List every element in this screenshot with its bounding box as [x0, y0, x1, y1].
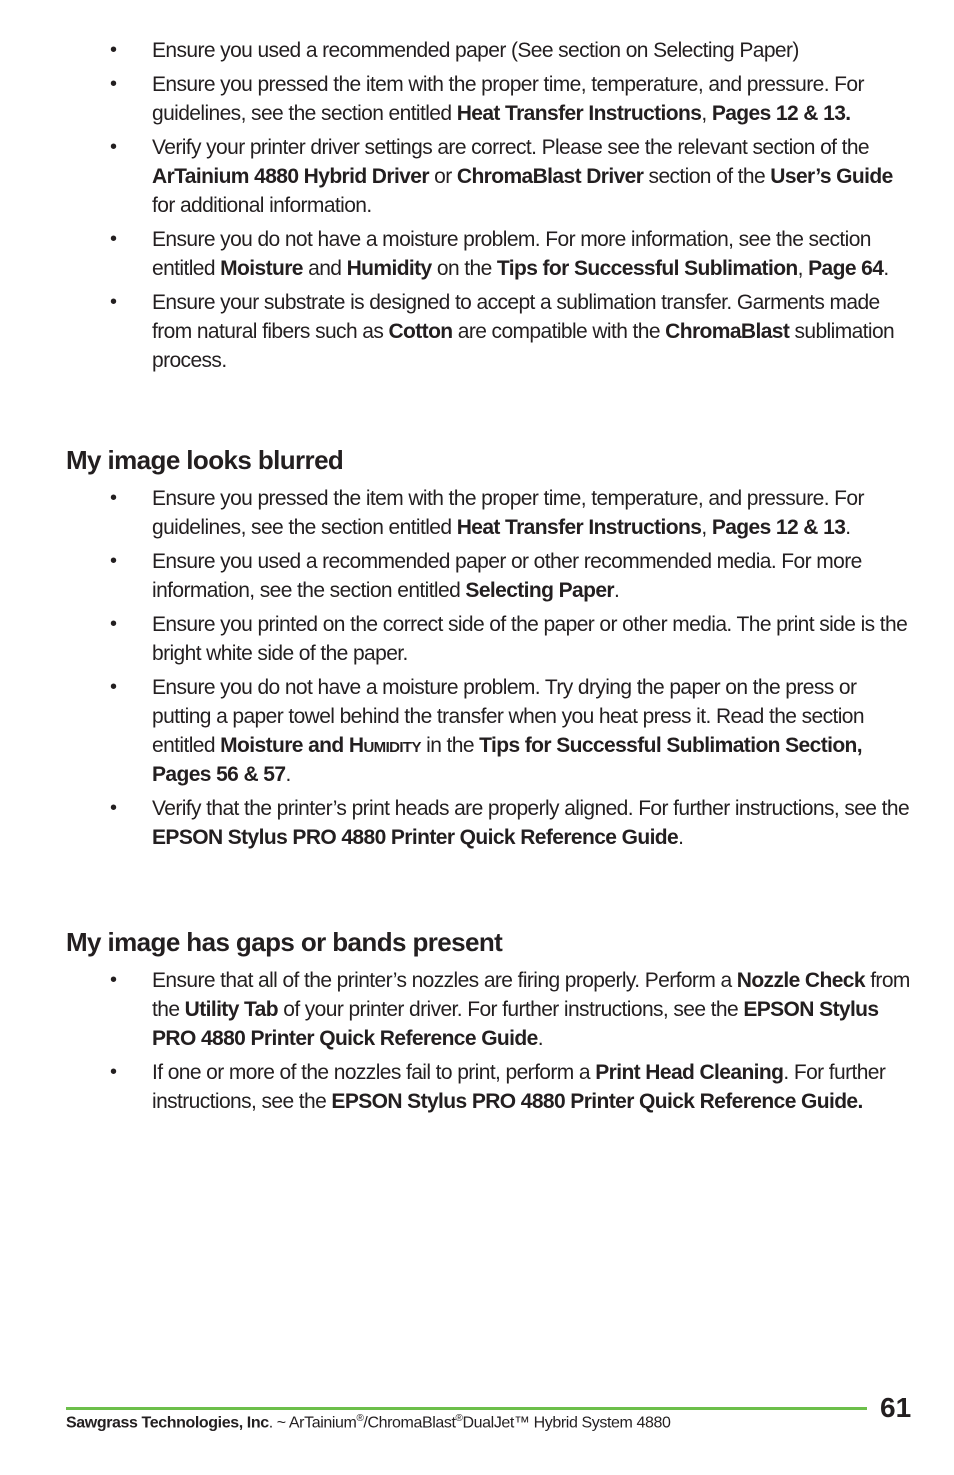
bullet-icon: •	[110, 39, 117, 61]
bullet-icon: •	[110, 613, 117, 635]
bold-reference: Humidity	[348, 734, 421, 757]
item-text	[152, 225, 912, 283]
bold-reference: Utility Tab	[184, 998, 278, 1021]
bold-reference: Print Head Cleaning	[595, 1061, 784, 1084]
registered-mark: ®	[455, 1413, 463, 1424]
bullet-icon: •	[110, 969, 117, 991]
item-text	[152, 794, 912, 852]
text-run: .	[678, 826, 684, 849]
item-text	[152, 1058, 912, 1116]
item-text	[152, 288, 912, 375]
bold-reference: ArTainium 4880 Hybrid Driver	[152, 165, 429, 188]
footer-product-1: ArTainium	[288, 1414, 357, 1432]
text-run: If one or more of the nozzles fail to print, perform a	[152, 1061, 596, 1084]
text-run: of your printer driver. For further instructions, see the	[278, 998, 744, 1021]
text-run: Ensure you pressed the item with the proper time, temperature, and pressure. For guidelines, see the section entitled	[152, 73, 864, 125]
list-item	[0, 610, 954, 668]
item-text	[152, 673, 912, 789]
bold-reference: ChromaBlast Driver	[456, 165, 644, 188]
text-run: ,	[797, 257, 809, 280]
list-item	[0, 1058, 954, 1116]
bold-reference: Selecting Paper	[465, 579, 614, 602]
list-item	[0, 547, 954, 605]
bullet-icon: •	[110, 797, 117, 819]
list-item	[0, 133, 954, 220]
bold-reference: Nozzle Check	[736, 969, 865, 992]
bullet-icon: •	[110, 73, 117, 95]
bold-reference: Heat Transfer Instructions	[456, 516, 702, 539]
item-text	[152, 547, 912, 605]
text-run: Ensure that all of the printer’s nozzles are firing properly. Perform a	[152, 969, 737, 992]
text-run: Ensure you used a recommended paper (See section on Selecting Paper)	[152, 39, 799, 62]
footer-text	[66, 1413, 670, 1432]
bold-reference: Pages 12 & 13.	[711, 102, 851, 125]
bullet-icon: •	[110, 550, 117, 572]
bold-reference: EPSON Stylus PRO 4880 Printer Quick Reference Guide.	[331, 1090, 863, 1113]
bold-reference: ChromaBlast	[665, 320, 790, 343]
text-run: Verify that the printer’s print heads are properly aligned. For further instructions, see the	[152, 797, 910, 820]
text-run: on the	[431, 257, 497, 280]
bullet-icon: •	[110, 136, 117, 158]
item-text	[152, 70, 912, 128]
text-run: Ensure you pressed the item with the proper time, temperature, and pressure. For guidelines, see the section entitled	[152, 487, 864, 539]
bullet-icon: •	[110, 1061, 117, 1083]
text-run: .	[285, 763, 291, 786]
bold-reference: Pages 12 & 13	[711, 516, 846, 539]
bullet-list	[0, 966, 954, 1116]
list-item	[0, 36, 954, 65]
text-run: Ensure you do not have a moisture problem. Try drying the paper on the press or putting a paper towel behind the transfer when you heat press it. Read the section entitled	[152, 676, 864, 757]
bullet-icon: •	[110, 676, 117, 698]
list-item	[0, 70, 954, 128]
text-run: ,	[701, 516, 712, 539]
bold-reference: User’s Guide	[770, 165, 893, 188]
footer-separator: . ~	[268, 1414, 289, 1432]
text-run: Verify your printer driver settings are correct. Please see the relevant section of the	[152, 136, 870, 159]
bold-reference: Tips for Successful Sublimation	[496, 257, 798, 280]
footer-product-2: /ChromaBlast	[363, 1414, 456, 1432]
item-text	[152, 610, 912, 668]
list-item	[0, 794, 954, 852]
section-heading: My image has gaps or bands present	[66, 927, 503, 957]
text-run: Ensure you used a recommended paper or other recommended media. For more information, see the section entitled	[152, 550, 862, 602]
item-text	[152, 133, 912, 220]
text-run: for additional information.	[152, 194, 372, 217]
text-run: Ensure your substrate is designed to accept a sublimation transfer. Garments made from natural fibers such as	[152, 291, 880, 343]
bold-reference: Heat Transfer Instructions	[456, 102, 702, 125]
bullet-icon: •	[110, 487, 117, 509]
text-run: sublimation process.	[152, 320, 895, 372]
item-text	[152, 36, 912, 65]
text-run: ,	[701, 102, 712, 125]
section-heading: My image looks blurred	[66, 445, 344, 475]
text-run: section of the	[643, 165, 771, 188]
text-run: .	[883, 257, 889, 280]
registered-mark: ®	[356, 1413, 364, 1424]
bold-reference: EPSON Stylus PRO 4880 Printer Quick Reference Guide	[152, 998, 879, 1050]
bold-reference: Page 64	[808, 257, 884, 280]
bullet-icon: •	[110, 291, 117, 313]
bullet-icon: •	[110, 228, 117, 250]
footer-product-3: DualJet™ Hybrid System 4880	[462, 1414, 671, 1432]
section-gaps-bands	[0, 926, 954, 1121]
footer-company: Sawgrass Technologies, Inc	[66, 1414, 269, 1432]
text-run: in the	[420, 734, 480, 757]
intro-bullet-list	[0, 36, 954, 380]
bold-reference: Humidity	[346, 257, 432, 280]
bold-reference: Moisture	[220, 257, 303, 280]
list-item	[0, 673, 954, 789]
list-item	[0, 288, 954, 375]
list-item	[0, 484, 954, 542]
bold-reference: Cotton	[388, 320, 453, 343]
section-image-blurred	[0, 444, 954, 857]
list-item	[0, 966, 954, 1053]
bullet-list	[0, 484, 954, 852]
list-item	[0, 225, 954, 283]
text-run: .	[613, 579, 620, 602]
text-run: and	[302, 257, 347, 280]
text-run: .	[537, 1027, 543, 1050]
item-text	[152, 484, 912, 542]
text-run: . For further instructions, see the	[152, 1061, 886, 1113]
item-text	[152, 966, 912, 1053]
page-number: 61	[880, 1392, 912, 1423]
footer-rule	[66, 1407, 867, 1410]
text-run: .	[845, 516, 851, 539]
text-run: Ensure you printed on the correct side of the paper or other media. The print side is the bright white side of the paper.	[152, 613, 908, 665]
bullet-list	[0, 36, 954, 375]
bold-reference: Moisture and	[220, 734, 349, 757]
bold-reference: Tips for Successful Sublimation Section, Pages 56 & 57	[152, 734, 863, 786]
text-run: or	[428, 165, 457, 188]
text-run: Ensure you do not have a moisture problem. For more information, see the section entitled	[152, 228, 871, 280]
bold-reference: EPSON Stylus PRO 4880 Printer Quick Reference Guide	[152, 826, 679, 849]
text-run: from the	[152, 969, 910, 1021]
text-run: are compatible with the	[452, 320, 666, 343]
